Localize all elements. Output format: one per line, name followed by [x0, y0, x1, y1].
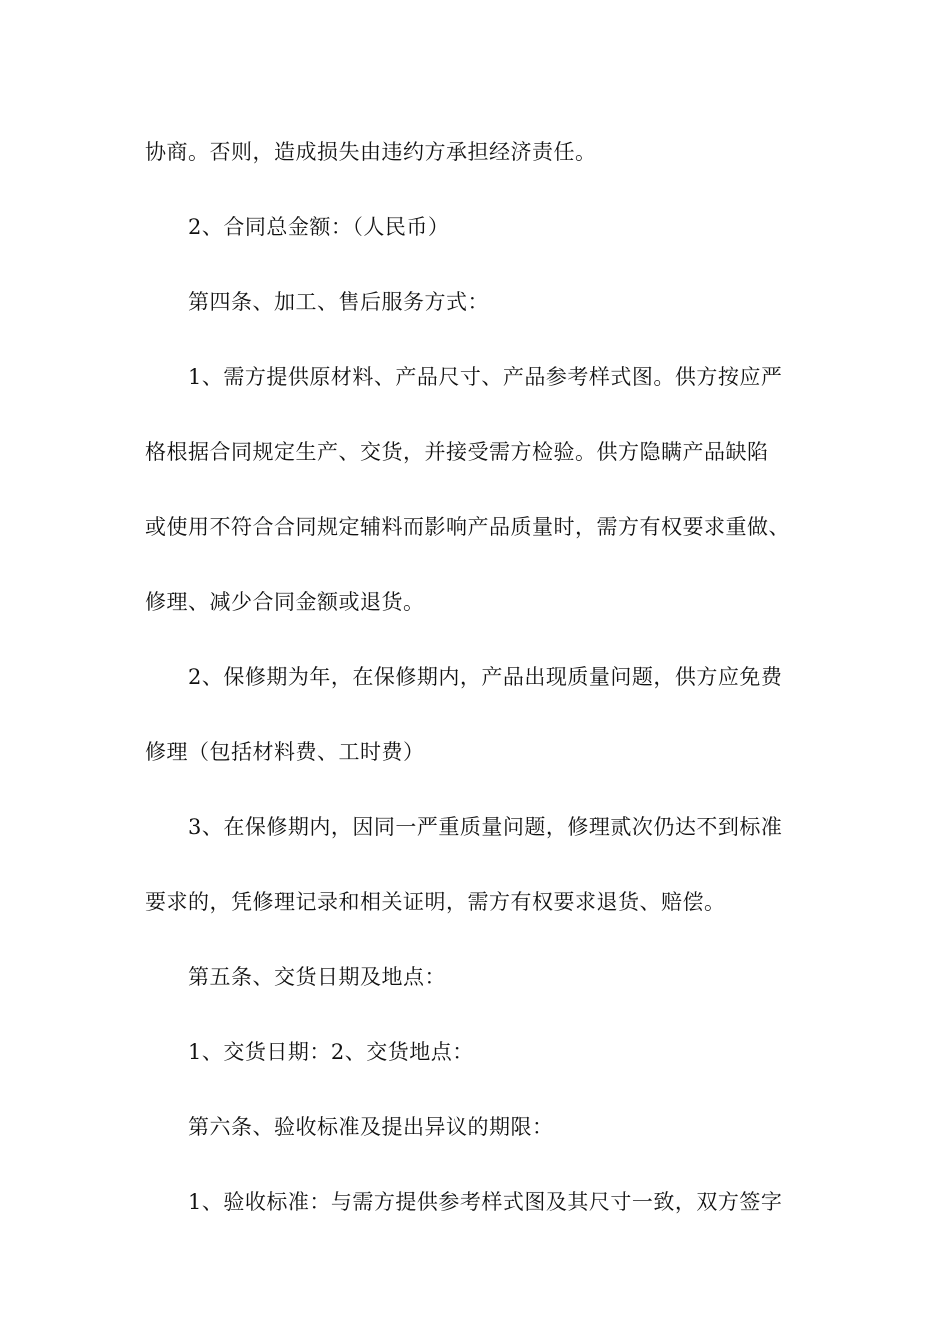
paragraph-line: 2、合同总金额：（人民币） [188, 215, 450, 239]
section-heading: 第五条、交货日期及地点： [188, 965, 446, 989]
paragraph-line: 修理、减少合同金额或退货。 [145, 590, 425, 614]
paragraph-line: 协商。否则，造成损失由违约方承担经济责任。 [145, 140, 597, 164]
paragraph-line: 1、需方提供原材料、产品尺寸、产品参考样式图。供方按应严 [188, 365, 783, 389]
paragraph-line: 修理（包括材料费、工时费） [145, 740, 425, 764]
section-heading: 第六条、验收标准及提出异议的期限： [188, 1115, 554, 1139]
paragraph-line: 3、在保修期内，因同一严重质量问题，修理贰次仍达不到标准 [188, 815, 783, 839]
paragraph-line: 1、交货日期：2、交货地点： [188, 1040, 474, 1064]
paragraph-line: 格根据合同规定生产、交货，并接受需方检验。供方隐瞒产品缺陷 [145, 440, 769, 464]
paragraph-line: 要求的，凭修理记录和相关证明，需方有权要求退货、赔偿。 [145, 890, 726, 914]
section-heading: 第四条、加工、售后服务方式： [188, 290, 489, 314]
paragraph-line: 2、保修期为年，在保修期内，产品出现质量问题，供方应免费 [188, 665, 783, 689]
paragraph-line: 或使用不符合合同规定辅料而影响产品质量时，需方有权要求重做、 [145, 515, 790, 539]
paragraph-line: 1、验收标准：与需方提供参考样式图及其尺寸一致，双方签字 [188, 1190, 783, 1214]
